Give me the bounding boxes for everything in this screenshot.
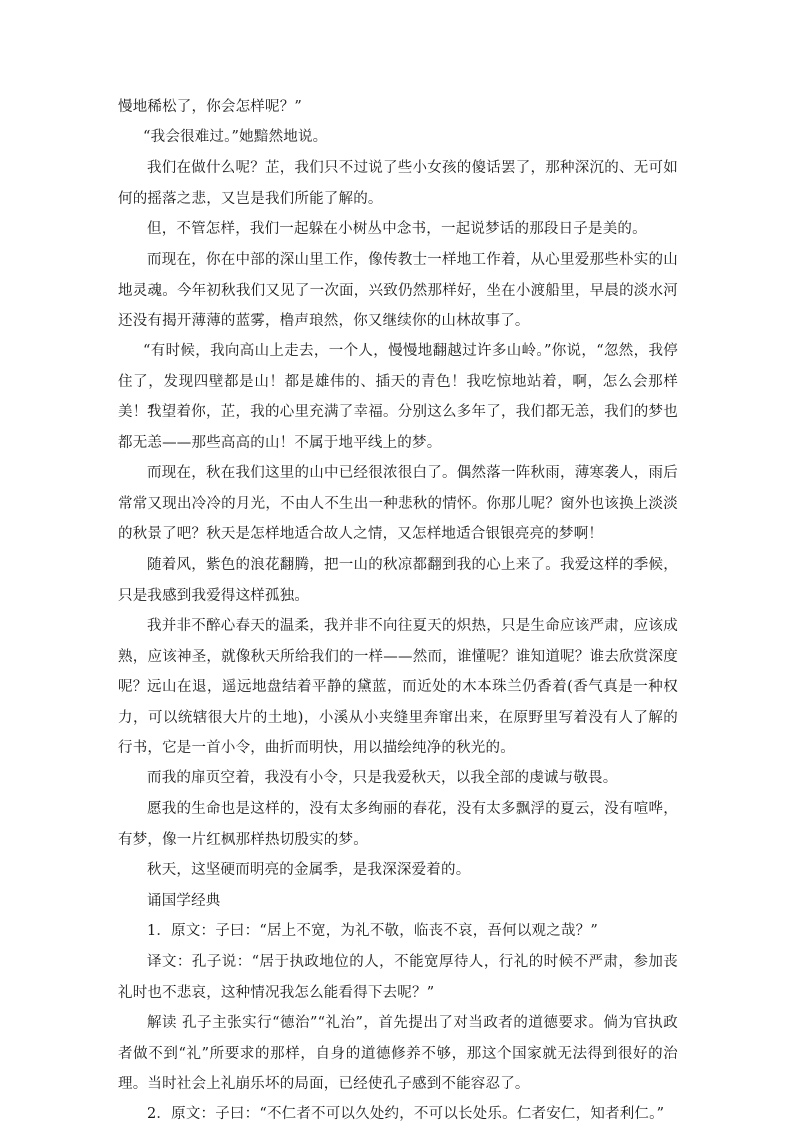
classic-quote-interpretation: 解读 孔子主张实行“德治”“礼治”，首先提出了对当政者的道德要求。倘为官执政者做不到“礼”所要求的那样，自身的道德修养不够，那这个国家就无法得到很好的治理。当时社会上礼崩乐坏的局面，已经使孔子感到不能容忍了。 xyxy=(118,1015,678,1092)
paragraph: 而现在，秋在我们这里的山中已经很浓很白了。偶然落一阵秋雨，薄寒袭人，雨后常常又现出冷冷的月光，不由人不生出一种悲秋的情怀。你那儿呢？窗外也该换上淡淡的秋景了吧？秋天是怎样地适合故人之情，又怎样地适合银银亮亮的梦啊！ xyxy=(118,465,678,542)
classic-quote-original: 2．原文：子曰：“不仁者不可以久处约，不可以长处乐。仁者安仁，知者利仁。” xyxy=(147,1106,665,1122)
paragraph-dialogue: “有时候，我向高山上走去，一个人，慢慢地翻越过许多山岭。”你说，“忽然，我停住了，发现四壁都是山！都是雄伟的、插天的青色！我吃惊地站着，啊，怎么会那样美！” xyxy=(118,343,678,420)
paragraph-continued: 慢地稀松了，你会怎样呢？” xyxy=(118,99,303,115)
paragraph: 随着风，紫色的浪花翻腾，把一山的秋凉都翻到我的心上来了。我爱这样的季候，只是我感到我爱得这样孤独。 xyxy=(118,557,678,604)
paragraph: 而我的扉页空着，我没有小令，只是我爱秋天，以我全部的虔诚与敬畏。 xyxy=(147,770,618,786)
paragraph: 我望着你，芷，我的心里充满了幸福。分别这么多年了，我们都无恙，我们的梦也都无恙——那些高高的山！不属于地平线上的梦。 xyxy=(118,404,678,451)
paragraph: 我们在做什么呢？芷，我们只不过说了些小女孩的傻话罢了，那种深沉的、无可如何的摇落之悲，又岂是我们所能了解的。 xyxy=(118,160,678,207)
paragraph: 而现在，你在中部的深山里工作，像传教士一样地工作着，从心里爱那些朴实的山地灵魂。今年初秋我们又见了一次面，兴致仍然那样好，坐在小渡船里，早晨的淡水河还没有揭开薄薄的蓝雾，橹声琅然，你又继续你的山林故事了。 xyxy=(118,252,678,329)
paragraph: 但，不管怎样，我们一起躲在小树丛中念书，一起说梦话的那段日子是美的。 xyxy=(147,221,647,237)
classic-quote-translation: 译文：孔子说：“居于执政地位的人，不能宽厚待人，行礼的时候不严肃，参加丧礼时也不悲哀，这种情况我怎么能看得下去呢？” xyxy=(118,954,678,1001)
section-heading: 诵国学经典 xyxy=(147,893,221,909)
paragraph-dialogue-reply: “我会很难过。”她黯然地说。 xyxy=(143,129,328,145)
classic-quote-original: 1．原文：子曰：“居上不宽，为礼不敬，临丧不哀，吾何以观之哉？” xyxy=(147,923,598,939)
paragraph: 愿我的生命也是这样的，没有太多绚丽的春花，没有太多飘浮的夏云，没有喧哗，有梦，像一片红枫那样热切殷实的梦。 xyxy=(118,801,678,848)
paragraph: 远山在退，遥远地盘结着平静的黛蓝，而近处的木本珠兰仍香着(香气真是一种权力，可以统辖很大片的土地)，小溪从小夹缝里奔窜出来，在原野里写着没有人了解的行书，它是一首小令，曲折而明快，用以描绘纯净的秋光的。 xyxy=(118,679,678,756)
paragraph: 秋天，这坚硬而明亮的金属季，是我深深爱着的。 xyxy=(147,862,471,878)
paragraph: 我并非不醉心春天的温柔，我并非不向往夏天的炽热，只是生命应该严肃，应该成熟，应该神圣，就像秋天所给我们的一样——然而，谁懂呢？谁知道呢？谁去欣赏深度呢？ xyxy=(118,618,678,695)
